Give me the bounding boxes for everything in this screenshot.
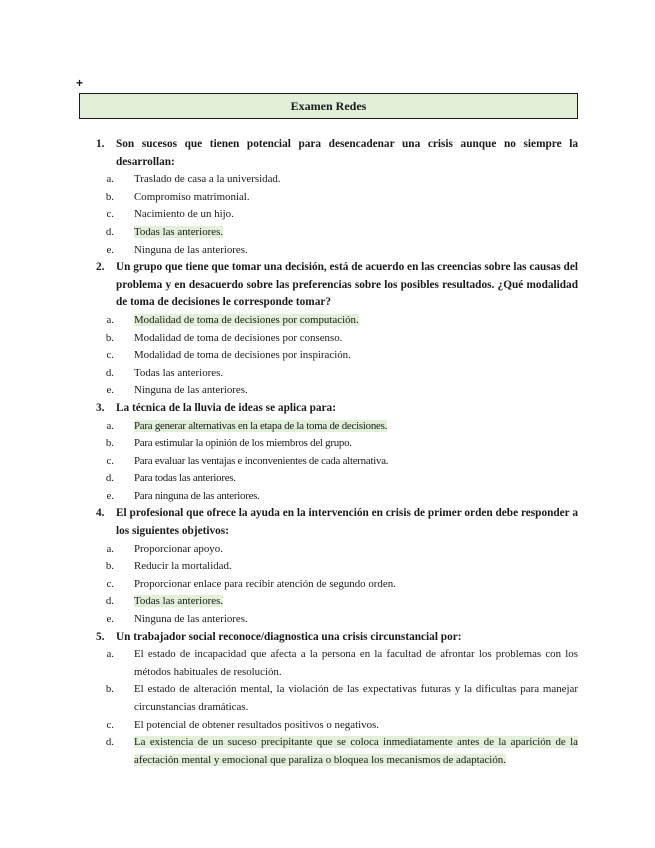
answer-options xyxy=(96,646,578,769)
option-letter: a. xyxy=(106,419,114,432)
question-heading xyxy=(96,505,578,540)
option-text: Traslado de casa a la universidad. xyxy=(134,173,281,186)
answer-option xyxy=(96,242,578,260)
option-text-wrapper xyxy=(134,488,578,506)
highlighted-answer-text: La existencia de un suceso precipitante que se coloca inmediatamente antes de la aparición de la afectación mental y emocional que paraliza o bloquea los mecanismos de adaptación. xyxy=(134,736,578,766)
option-text-wrapper xyxy=(134,435,578,453)
option-letter: e. xyxy=(106,489,114,502)
option-text: Ninguna de las anteriores. xyxy=(134,243,248,256)
question-text: El profesional que ofrece la ayuda en la intervención en crisis de primer orden debe responder a los siguientes objetivos: xyxy=(116,507,578,538)
option-text: Para evaluar las ventajas e inconvenientes de cada alternativa. xyxy=(134,454,389,467)
option-text: Compromiso matrimonial. xyxy=(134,190,250,203)
answer-option xyxy=(96,488,578,506)
answer-option xyxy=(96,611,578,629)
answer-option xyxy=(96,418,578,436)
option-text-wrapper xyxy=(134,171,578,189)
option-text-wrapper xyxy=(134,453,578,471)
answer-option xyxy=(96,382,578,400)
highlighted-answer-text: Para generar alternativas en la etapa de la toma de decisiones. xyxy=(134,419,388,432)
question-heading xyxy=(96,136,578,171)
option-text: Proporcionar apoyo. xyxy=(134,542,223,555)
option-text-wrapper xyxy=(134,242,578,260)
question-heading xyxy=(96,629,578,647)
option-text-wrapper xyxy=(134,347,578,365)
option-text-wrapper xyxy=(134,189,578,207)
option-letter: d. xyxy=(105,225,114,238)
option-text-wrapper xyxy=(134,576,578,594)
answer-options xyxy=(96,171,578,259)
option-letter: a. xyxy=(106,542,114,555)
answer-option xyxy=(96,330,578,348)
option-letter: c. xyxy=(106,454,114,467)
answer-option xyxy=(96,189,578,207)
question-number: 3. xyxy=(96,401,105,414)
option-text-wrapper xyxy=(134,418,578,436)
option-text: Ninguna de las anteriores. xyxy=(134,384,248,397)
answer-option xyxy=(96,734,578,769)
option-text-wrapper xyxy=(134,470,578,488)
option-text: Para ninguna de las anteriores. xyxy=(134,489,260,502)
option-letter: d. xyxy=(105,736,114,749)
answer-options xyxy=(96,541,578,629)
option-letter: d. xyxy=(105,472,114,485)
question-text: Son sucesos que tienen potencial para desencadenar una crisis aunque no siempre la desarrollan: xyxy=(116,138,578,168)
option-text-wrapper xyxy=(134,717,578,735)
option-letter: e. xyxy=(106,384,114,397)
option-text-wrapper xyxy=(134,312,578,330)
answer-option xyxy=(96,646,578,681)
option-text-wrapper xyxy=(134,611,578,629)
option-text: Para todas las anteriores. xyxy=(134,472,236,485)
option-letter: a. xyxy=(106,313,114,326)
option-text-wrapper xyxy=(134,365,578,383)
option-text-wrapper xyxy=(134,382,578,400)
answer-option xyxy=(96,224,578,242)
option-letter: c. xyxy=(106,718,114,731)
highlighted-answer-text: Modalidad de toma de decisiones por computación. xyxy=(134,313,359,326)
question-3 xyxy=(96,400,578,506)
option-letter: e. xyxy=(106,613,114,626)
option-letter: b. xyxy=(105,437,114,450)
list-marker-plus: + xyxy=(76,76,84,90)
question-text: La técnica de la lluvia de ideas se aplica para: xyxy=(116,401,336,414)
answer-option xyxy=(96,206,578,224)
answer-option xyxy=(96,541,578,559)
option-text-wrapper xyxy=(134,224,578,242)
question-5 xyxy=(96,629,578,770)
question-number: 4. xyxy=(96,507,105,520)
option-text-wrapper xyxy=(134,734,578,769)
question-1 xyxy=(96,136,578,259)
highlighted-answer-text: Todas las anteriores. xyxy=(134,225,224,238)
option-letter: c. xyxy=(106,577,114,590)
answer-option xyxy=(96,453,578,471)
question-number: 2. xyxy=(96,261,105,274)
question-number: 1. xyxy=(96,138,105,150)
option-text: Reducir la mortalidad. xyxy=(134,560,232,573)
answer-option xyxy=(96,365,578,383)
answer-option xyxy=(96,347,578,365)
option-text-wrapper xyxy=(134,681,578,716)
option-letter: c. xyxy=(106,349,114,362)
answer-options xyxy=(96,312,578,400)
answer-option xyxy=(96,558,578,576)
question-list xyxy=(96,136,578,769)
option-letter: c. xyxy=(106,208,114,221)
question-heading xyxy=(96,259,578,312)
question-text: Un trabajador social reconoce/diagnostica una crisis circunstancial por: xyxy=(116,630,462,643)
question-heading xyxy=(96,400,578,418)
answer-option xyxy=(96,470,578,488)
answer-option xyxy=(96,717,578,735)
answer-option xyxy=(96,171,578,189)
option-text-wrapper xyxy=(134,541,578,559)
answer-option xyxy=(96,576,578,594)
question-2 xyxy=(96,259,578,400)
option-text: El estado de incapacidad que afecta a la persona en la facultad de afrontar los problemas con los métodos habituales de resolución. xyxy=(134,648,578,678)
option-text: Todas las anteriores. xyxy=(134,366,224,379)
option-text: Modalidad de toma de decisiones por consenso. xyxy=(134,331,343,344)
option-text: Nacimiento de un hijo. xyxy=(134,208,234,221)
answer-option xyxy=(96,435,578,453)
option-letter: a. xyxy=(106,173,114,186)
question-text: Un grupo que tiene que tomar una decisión, está de acuerdo en las creencias sobre las causas del problema y en desacuerdo sobre las preferencias sobre los posibles resultados. ¿Qué modalidad de toma de decisiones le corresponde tomar? xyxy=(116,261,578,309)
page-title: Examen Redes xyxy=(290,98,367,113)
exam-title-box xyxy=(79,93,578,119)
option-letter: e. xyxy=(106,243,114,256)
option-letter: a. xyxy=(106,648,114,661)
option-text-wrapper xyxy=(134,646,578,681)
answer-option xyxy=(96,593,578,611)
answer-option xyxy=(96,312,578,330)
option-text: Proporcionar enlace para recibir atención de segundo orden. xyxy=(134,577,396,590)
option-text: Para estimular la opinión de los miembros del grupo. xyxy=(134,437,352,450)
option-text: El estado de alteración mental, la violación de las expectativas futuras y la dificultas para manejar circunstancias dramáticas. xyxy=(134,683,578,713)
option-letter: b. xyxy=(105,683,114,696)
option-letter: b. xyxy=(105,190,114,203)
question-number: 5. xyxy=(96,630,105,643)
answer-options xyxy=(96,418,578,506)
option-text-wrapper xyxy=(134,206,578,224)
option-text-wrapper xyxy=(134,558,578,576)
question-4 xyxy=(96,505,578,628)
option-text: Modalidad de toma de decisiones por inspiración. xyxy=(134,349,351,362)
answer-option xyxy=(96,681,578,716)
option-text-wrapper xyxy=(134,593,578,611)
option-letter: d. xyxy=(105,595,114,608)
option-text: El potencial de obtener resultados positivos o negativos. xyxy=(134,718,379,731)
option-letter: b. xyxy=(105,331,114,344)
option-letter: d. xyxy=(105,366,114,379)
option-text: Ninguna de las anteriores. xyxy=(134,613,248,626)
highlighted-answer-text: Todas las anteriores. xyxy=(134,595,224,608)
option-text-wrapper xyxy=(134,330,578,348)
option-letter: b. xyxy=(105,560,114,573)
